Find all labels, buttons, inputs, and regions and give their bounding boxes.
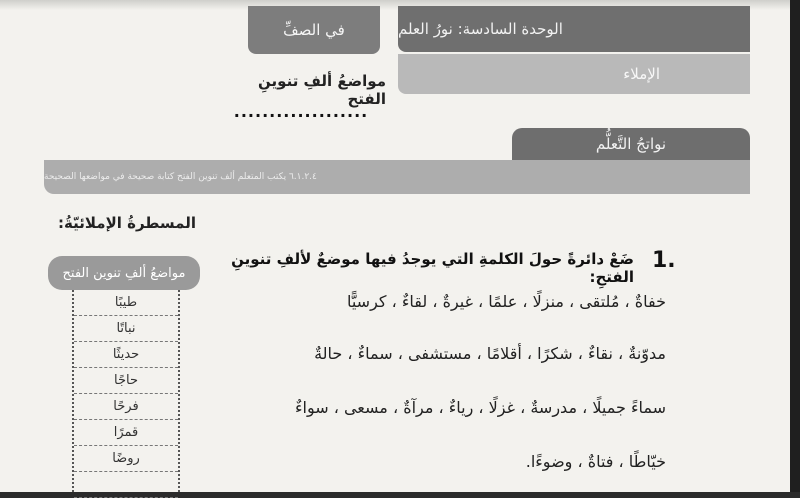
ruler-item: فرحًا — [74, 394, 178, 420]
dotted-divider: ................... — [233, 102, 369, 121]
ruler-item: قمرًا — [74, 420, 178, 446]
section-bar — [398, 54, 750, 94]
ruler-item: نباتًا — [74, 316, 178, 342]
ruler-title: المسطرةُ الإملائيّةُ: — [58, 214, 196, 232]
section-title: الإملاء — [623, 65, 660, 83]
outcomes-label: نواتجُ التَّعلُّم — [595, 135, 667, 153]
word-line[interactable]: مدوّنةٌ ، نقاءٌ ، شكرًا ، أقلامًا ، مستشفى ، سماءٌ ، حالةٌ — [314, 344, 666, 363]
ruler-header: مواضعُ ألفِ تنوين الفتح — [48, 256, 200, 290]
screen-edge — [790, 0, 800, 492]
ruler-column — [72, 290, 180, 492]
word-line[interactable]: خيّاطًا ، فتاةٌ ، وضوءًا. — [525, 452, 666, 471]
outcomes-tab — [512, 128, 750, 160]
unit-title-tab — [398, 6, 750, 52]
word-line[interactable]: سماءً جميلًا ، مدرسةٌ ، غزلًا ، رياءٌ ، مرآةٌ ، مسعى ، سواءٌ — [294, 398, 666, 417]
outcomes-text: ٦.١.٢.٤ يكتب المتعلم ألف تنوين الفتح كتابة صحيحة في مواضعها الصحيحة — [44, 172, 317, 182]
exercise-number: 1. — [652, 248, 676, 273]
ruler-item: طيبًا — [74, 290, 178, 316]
ruler-item: روضًا — [74, 446, 178, 472]
word-line[interactable]: خفاةٌ ، مُلتقى ، منزلًا ، علمًا ، غيرةٌ ، لقاءٌ ، كرسيًّا — [346, 292, 666, 311]
outcomes-bar — [44, 160, 750, 194]
spelling-ruler — [48, 256, 200, 492]
class-tab — [248, 6, 380, 54]
ruler-item: حاجًا — [74, 368, 178, 394]
exercise-question: ضَعْ دائرةً حولَ الكلمةِ التي يوجدُ فيها موضعٌ لألفِ تنوينِ الفتحِ: — [231, 250, 634, 286]
class-label: في الصفِّ — [283, 21, 345, 39]
unit-title: الوحدة السادسة: نورُ العلم — [398, 20, 563, 38]
ruler-item — [74, 472, 178, 498]
ruler-item: حديثًا — [74, 342, 178, 368]
lesson-title: مواضعُ ألفِ تنوينِ الفتح — [258, 72, 386, 108]
